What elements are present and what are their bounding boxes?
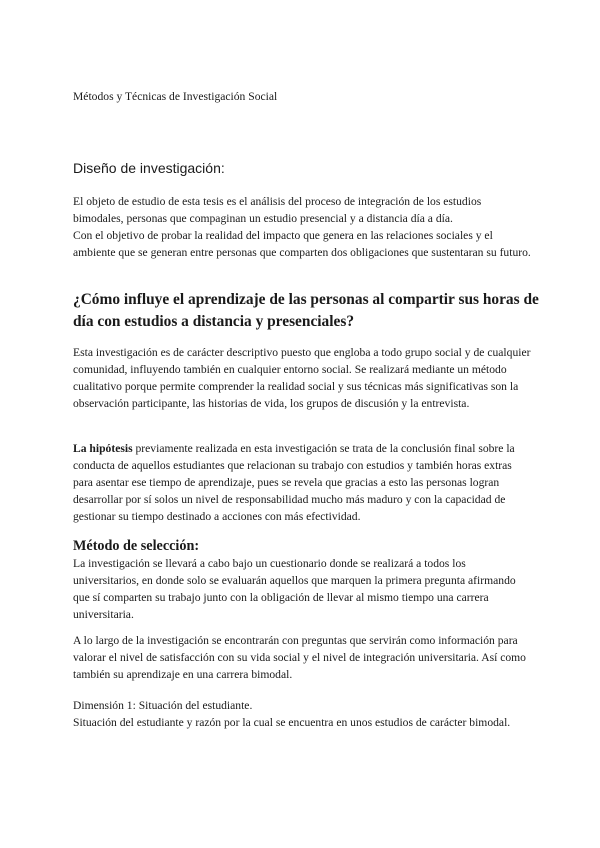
section1-line-1: El objeto de estudio de esta tesis es el análisis del proceso de integración de los estudios bimodales, personas que compaginan un estudio presencial y a distancia día a día. — [73, 195, 482, 225]
section1-paragraph — [73, 193, 533, 261]
method-heading: Método de selección: — [73, 538, 200, 554]
hypothesis-label: La hipótesis — [73, 442, 133, 455]
dimension-block — [73, 697, 533, 731]
dimension-title: Dimensión 1: Situación del estudiante. — [73, 699, 253, 712]
section-heading-diseno: Diseño de investigación: — [73, 160, 225, 176]
descriptive-paragraph: Esta investigación es de carácter descriptivo puesto que engloba a todo grupo social y de cualquier comunidad, influyendo también en cualquier entorno social. Se realizará mediante un método cualitativo porque permite comprender la realidad social y sus técnicas más significativas son la observación participante, las historias de vida, los grupos de discusión y la entrevista. — [73, 346, 531, 410]
section1-line-2: Con el objetivo de probar la realidad del impacto que genera en las relaciones sociales y el ambiente que se generan entre personas que comparten dos obligaciones que sustentaran su futuro. — [73, 229, 531, 259]
page-header: Métodos y Técnicas de Investigación Social — [73, 90, 278, 103]
research-question-heading: ¿Cómo influye el aprendizaje de las personas al compartir sus horas de día con estudios a distancia y presenciales? — [73, 291, 539, 330]
method-paragraph-1: La investigación se llevará a cabo bajo un cuestionario donde se realizará a todos los universitarios, en donde solo se evaluarán aquellos que marquen la primera pregunta afirmando que sí comparten su trabajo junto con la obligación de llevar al mismo tiempo una carrera universitaria. — [73, 557, 516, 621]
hypothesis-text: previamente realizada en esta investigación se trata de la conclusión final sobre la conducta de aquellos estudiantes que relacionan su trabajo con estudios y también horas extras para asentar ese tiempo de aprendizaje, pues se revela que gracias a esto las personas logran desarrollar por sí solos un nivel de responsabilidad mucho más maduro y con la capacidad de gestionar su tiempo destinado a acciones con más efectividad. — [73, 442, 515, 523]
method-paragraph-2: A lo largo de la investigación se encontrarán con preguntas que servirán como información para valorar el nivel de satisfacción con su vida social y el nivel de integración universitaria. Así como también su aprendizaje en una carrera bimodal. — [73, 634, 526, 681]
hypothesis-paragraph — [73, 440, 533, 525]
dimension-text: Situación del estudiante y razón por la cual se encuentra en unos estudios de carácter bimodal. — [73, 716, 511, 729]
